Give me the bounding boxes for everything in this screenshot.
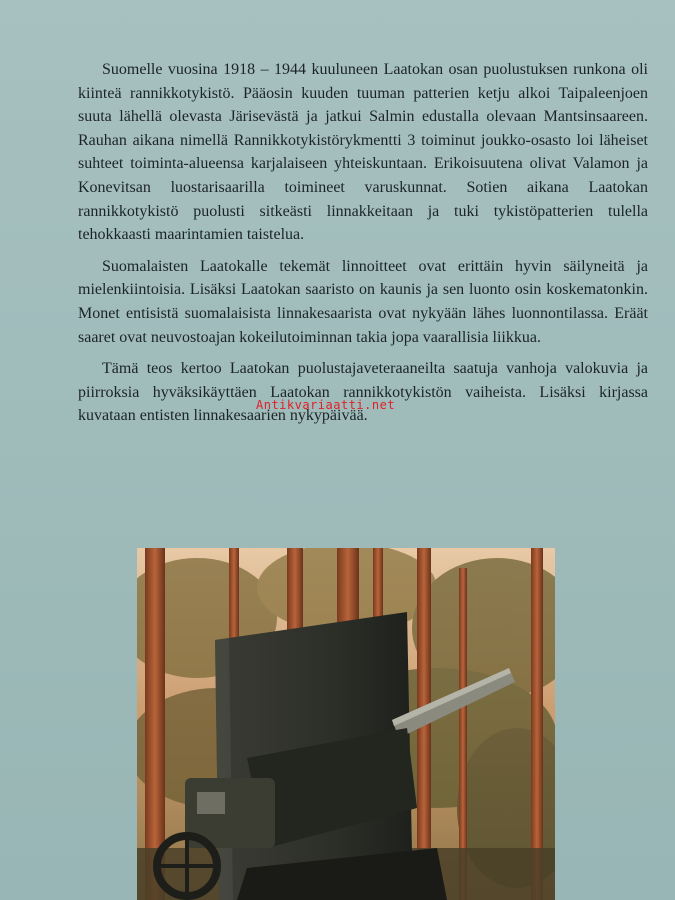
blurb-paragraph-1: Suomelle vuosina 1918 – 1944 kuuluneen Laatokan osan puolustuksen runkona oli kiinteä rannikkotykistö. Pääosin kuuden tuuman patterien ketju alkoi Taipaleenjoen suuta lähellä olevasta Järisevästä ja jatkui Salmin edustalla olevaan Mantsinsaareen. Rauhan aikana nimellä Rannikkotykistörykmentti 3 toiminut joukko-osasto loi läheiset suhteet toiminta-alueensa karjalaiseen yhteiskuntaan. Erikoisuutena olivat Valamon ja Konevitsan luostarisaarilla toimineet varuskunnat. Sotien aikana Laatokan rannikkotykistö puolusti sitkeästi linnakkeitaan ja tuki tykistöpatterien tulella tehokkaasti maarintamien taistelua. — [78, 61, 648, 244]
blurb-paragraph-3: Tämä teos kertoo Laatokan puolustajaveteraaneilta saatuja vanhoja valokuvia ja piirroksia hyväksikäyttäen Laatokan rannikkotykistön vaiheista. Lisäksi kirjassa kuvataan entisten linnakesaarien nykypäivää. — [78, 360, 648, 425]
cover-photo — [137, 548, 555, 900]
blurb-text — [78, 58, 648, 436]
blurb-paragraph-2: Suomalaisten Laatokalle tekemät linnoitteet ovat erittäin hyvin säilyneitä ja mielenkiintoisia. Lisäksi Laatokan saaristo on kaunis ja sen luonto osin koskematonkin. Monet entisistä suomalaisista linnakesaarista ovat nykyään lähes luonnontilassa. Eräät saaret ovat neuvostoajan kokeilutoiminnan takia jopa vaarallisia liikkua. — [78, 257, 648, 346]
artillery-gun-photo — [137, 548, 555, 900]
watermark: Antikvariaatti.net — [256, 398, 396, 412]
